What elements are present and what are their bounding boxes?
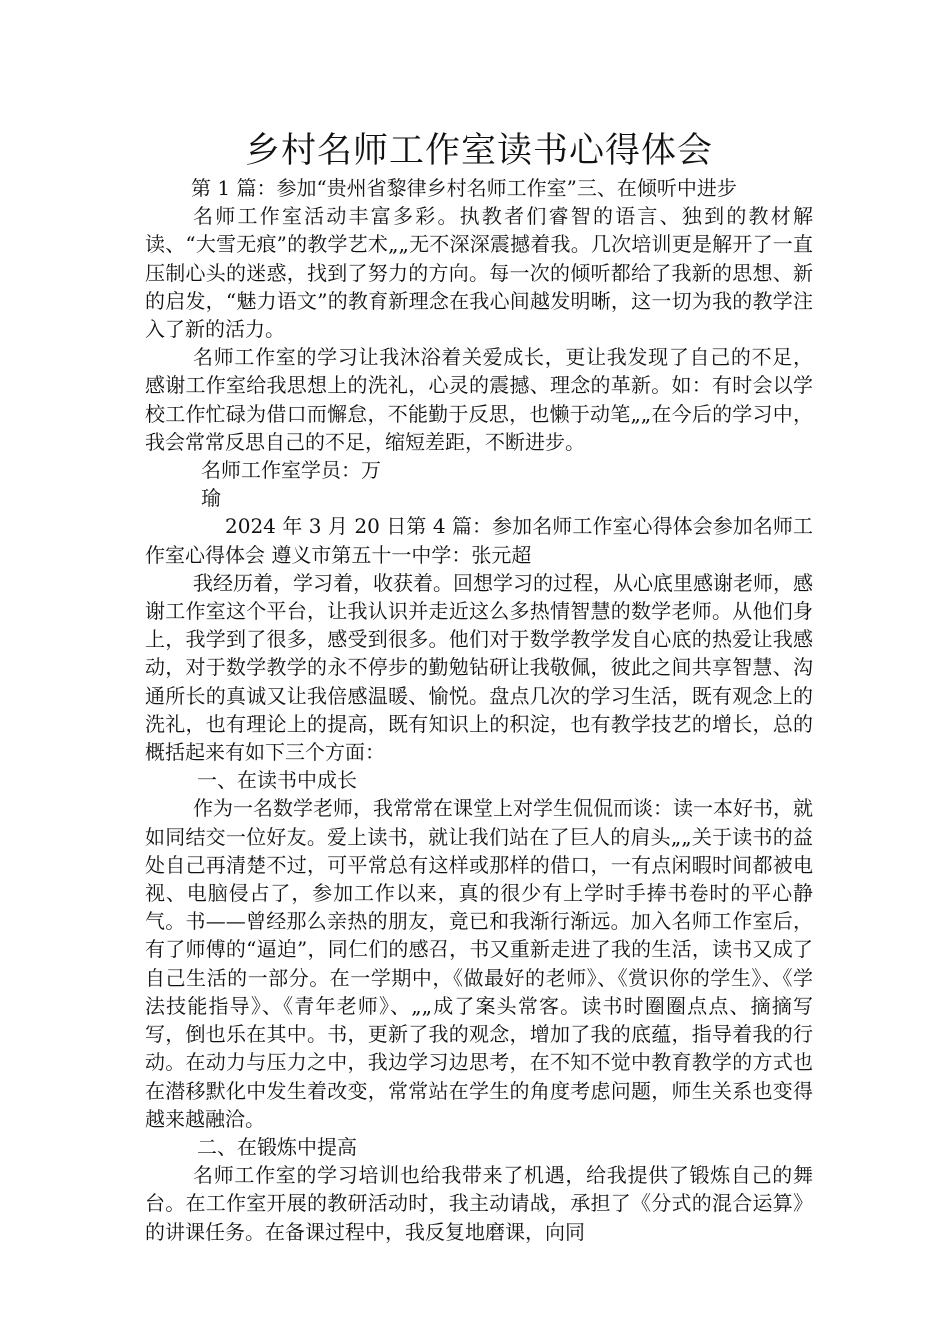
- paragraph-part1-heading: 第 1 篇：参加“贵州省黎律乡村名师工作室”三、在倾听中进步: [191, 176, 737, 200]
- section-heading: 一、在读书中成长: [197, 768, 357, 793]
- signature-line: 名师工作室学员：万: [201, 458, 381, 483]
- paragraph: 名师工作室的学习让我沐浴着关爱成长，更让我发现了自己的不足， 感谢工作室给我思想上的洗礼，心灵的震撼、理念的革新。如：有时会以学校工作忙碌为借口而懈怠，不能勤于反思，也懒于动笔„„在今后的学习中，我会常常反思自己的不足，缩短差距，不断进步。: [145, 345, 813, 454]
- signature-name: 瑜: [201, 486, 221, 511]
- paragraph: 作为一名数学老师，我常常在课堂上对学生侃侃而谈：读一本好书，就如同结交一位好友。爱上读书，就让我们站在了巨人的肩头„„关于读书的益处自己再清楚不过，可平常总有这样或那样的借口，一有点闲暇时间都被电视、电脑侵占了，参加工作以来，真的很少有上学时手捧书卷时的平心静气。书——曾经那么亲热的朋友，竟已和我渐行渐远。加入名师工作室后，有了师傅的“逼迫”，同仁们的感召，书又重新走进了我的生活，读书又成了自己生活的一部分。在一学期中，《做最好的老师》、《赏识你的学生》、《学法技能指导》、《青年老师》、„„成了案头常客。读书时圈圈点点、摘摘写写，倒也乐在其中。书，更新了我的观念，增加了我的底蕴，指导着我的行动。在动力与压力之中，我边学习边思考，在不知不觉中教育教学的方式也在潜移默化中发生着改变，常常站在学生的角度考虑问题，师生关系也变得越来越融洽。: [145, 796, 813, 1131]
- paragraph: 我经历着，学习着，收获着。回想学习的过程，从心底里感谢老师，感谢工作室这个平台，让我认识并走近这么多热情智慧的数学老师。从他们身上，我学到了很多，感受到很多。他们对于数学教学发自心底的热爱让我感动，对于数学教学的永不停步的勤勉钻研让我敬佩，彼此之间共享智慧、沟通所长的真诚又让我倍感温暖、愉悦。盘点几次的学习生活，既有观念上的洗礼，也有理论上的提高，既有知识上的积淀，也有教学技艺的增长，总的概括起来有如下三个方面：: [145, 570, 813, 765]
- paragraph: 名师工作室的学习培训也给我带来了机遇，给我提供了锻炼自己的舞台。在工作室开展的教研活动时，我主动请战，承担了《分式的混合运算》的讲课任务。在备课过程中，我反复地磨课，向同: [145, 1163, 813, 1244]
- document-title: 乡村名师工作室读书心得体会: [244, 131, 713, 171]
- paragraph: 名师工作室活动丰富多彩。执教者们睿智的语言、独到的教材解读、“大雪无痕”的教学艺术„„无不深深震撼着我。几次培训更是解开了一直压制心头的迷惑，找到了努力的方向。每一次的倾听都给了我新的思想、新的启发，“魅力语文”的教育新理念在我心间越发明晰，这一切为我的教学注入了新的活力。: [145, 204, 813, 342]
- section-heading: 二、在锻炼中提高: [197, 1134, 357, 1159]
- document-page: [145, 128, 813, 1246]
- date-and-part4-heading: 2024 年 3 月 20 日第 4 篇：参加名师工作室心得体会参加名师工作室心得体会 遵义市第五十一中学：张元超: [145, 514, 813, 567]
